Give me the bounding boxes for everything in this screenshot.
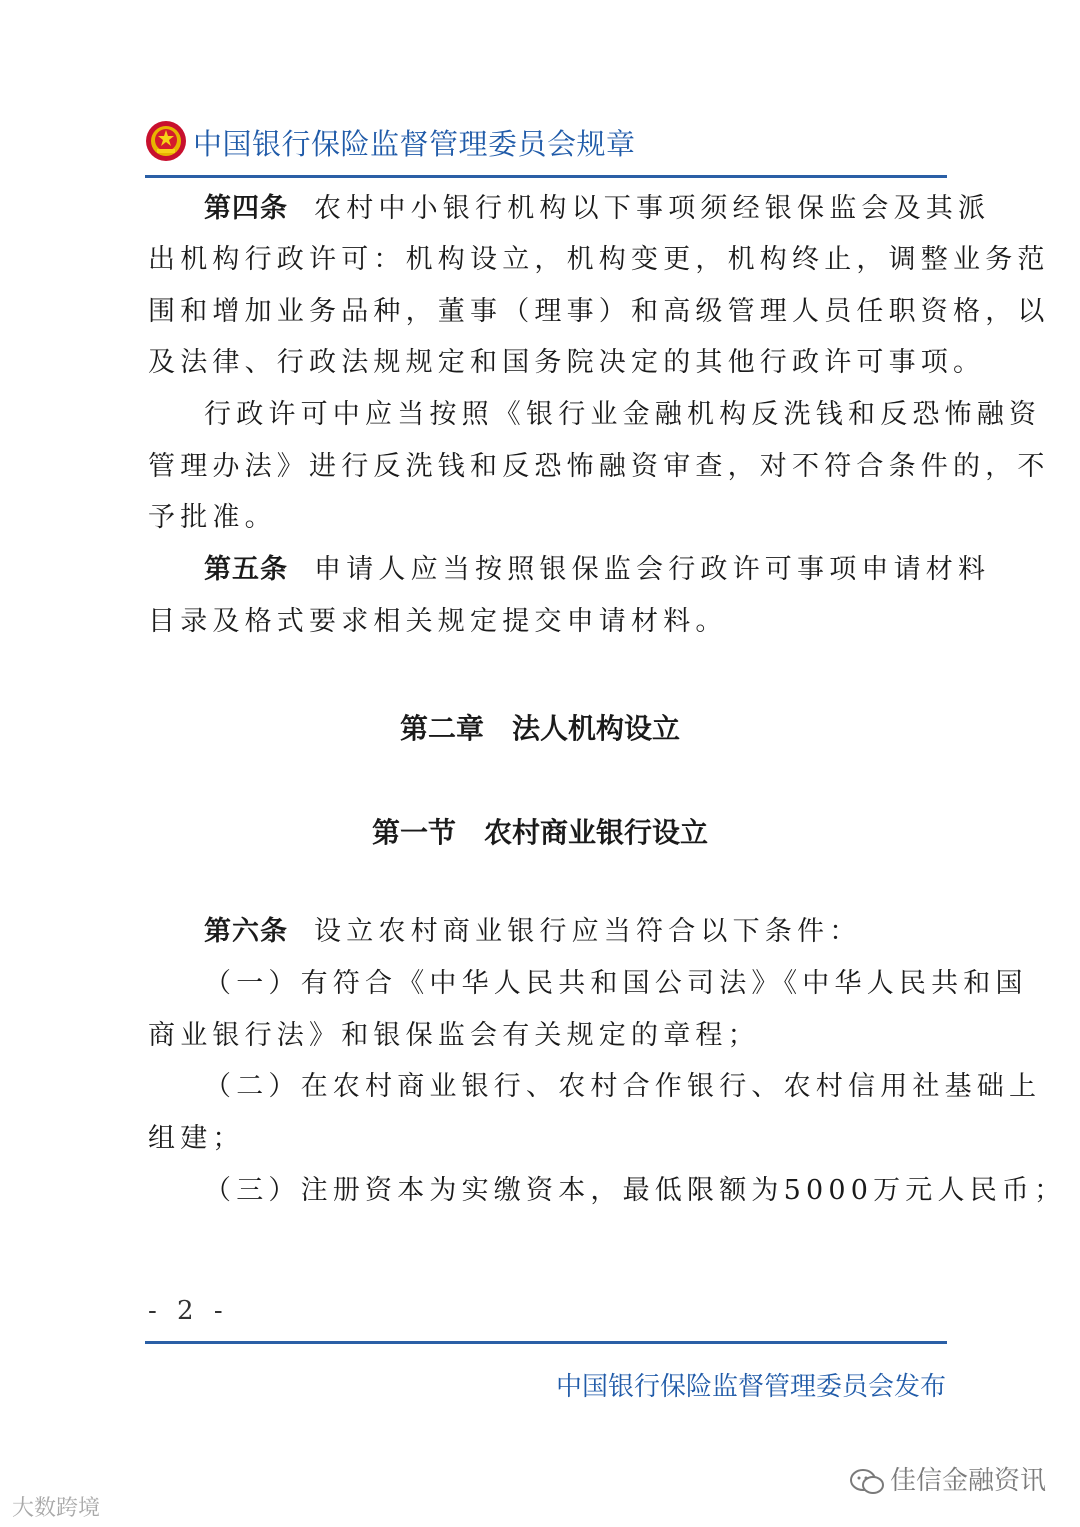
article-4-line-1	[204, 191, 991, 227]
footer-divider	[145, 1341, 947, 1344]
article-4-label: 第四条	[204, 193, 288, 224]
article-6-item-1-line-1: （一）有符合《中华人民共和国公司法》《中华人民共和国	[204, 968, 1028, 999]
paragraph-aml-line-2: 管理办法》进行反洗钱和反恐怖融资审查，对不符合条件的，不	[148, 451, 1050, 482]
page-header	[145, 118, 947, 164]
article-6-item-2-line-1: （二）在农村商业银行、农村合作银行、农村信用社基础上	[204, 1071, 1042, 1102]
watermark-right-text: 佳信金融资讯	[890, 1466, 1047, 1496]
header-divider	[145, 175, 947, 178]
chapter-label: 第二章	[399, 712, 484, 745]
article-5-line-1	[204, 552, 991, 588]
wechat-icon	[850, 1468, 884, 1496]
section-label: 第一节	[371, 816, 456, 849]
watermark-left: 大数跨境	[12, 1496, 101, 1521]
article-5-text: 申请人应当按照银保监会行政许可事项申请材料	[314, 554, 991, 585]
article-5-line-2: 目录及格式要求相关规定提交申请材料。	[148, 606, 728, 637]
article-6-item-3-line-1: （三）注册资本为实缴资本，最低限额为5000万元人民币；	[204, 1175, 1067, 1206]
article-4-line-4: 及法律、行政法规规定和国务院决定的其他行政许可事项。	[148, 347, 986, 378]
article-4-line-2: 出机构行政许可：机构设立，机构变更，机构终止，调整业务范	[148, 244, 1050, 275]
paragraph-aml-line-3: 予批准。	[148, 502, 277, 533]
article-6-item-1-line-2: 商业银行法》和银保监会有关规定的章程；	[148, 1020, 760, 1051]
article-6-label: 第六条	[204, 916, 288, 947]
footer-publisher: 中国银行保险监督管理委员会发布	[555, 1372, 946, 1402]
chapter-title: 法人机构设立	[512, 712, 681, 745]
article-6-text: 设立农村商业银行应当符合以下条件：	[314, 916, 862, 947]
national-emblem-icon	[145, 120, 187, 162]
page-number: - 2 -	[148, 1296, 229, 1326]
chapter-heading	[0, 707, 1080, 747]
article-4-line-3: 围和增加业务品种，董事（理事）和高级管理人员任职资格，以	[148, 296, 1050, 327]
article-5-label: 第五条	[204, 554, 288, 585]
header-title: 中国银行保险监督管理委员会规章	[193, 127, 636, 161]
article-4-text: 农村中小银行机构以下事项须经银保监会及其派	[314, 193, 991, 224]
paragraph-aml-line-1: 行政许可中应当按照《银行业金融机构反洗钱和反恐怖融资	[204, 399, 1042, 430]
watermark-right	[850, 1460, 1046, 1497]
section-title: 农村商业银行设立	[484, 816, 709, 849]
article-6-line-1	[204, 914, 948, 950]
article-6-item-2-line-2: 组建；	[148, 1123, 245, 1154]
section-heading	[0, 811, 1080, 851]
